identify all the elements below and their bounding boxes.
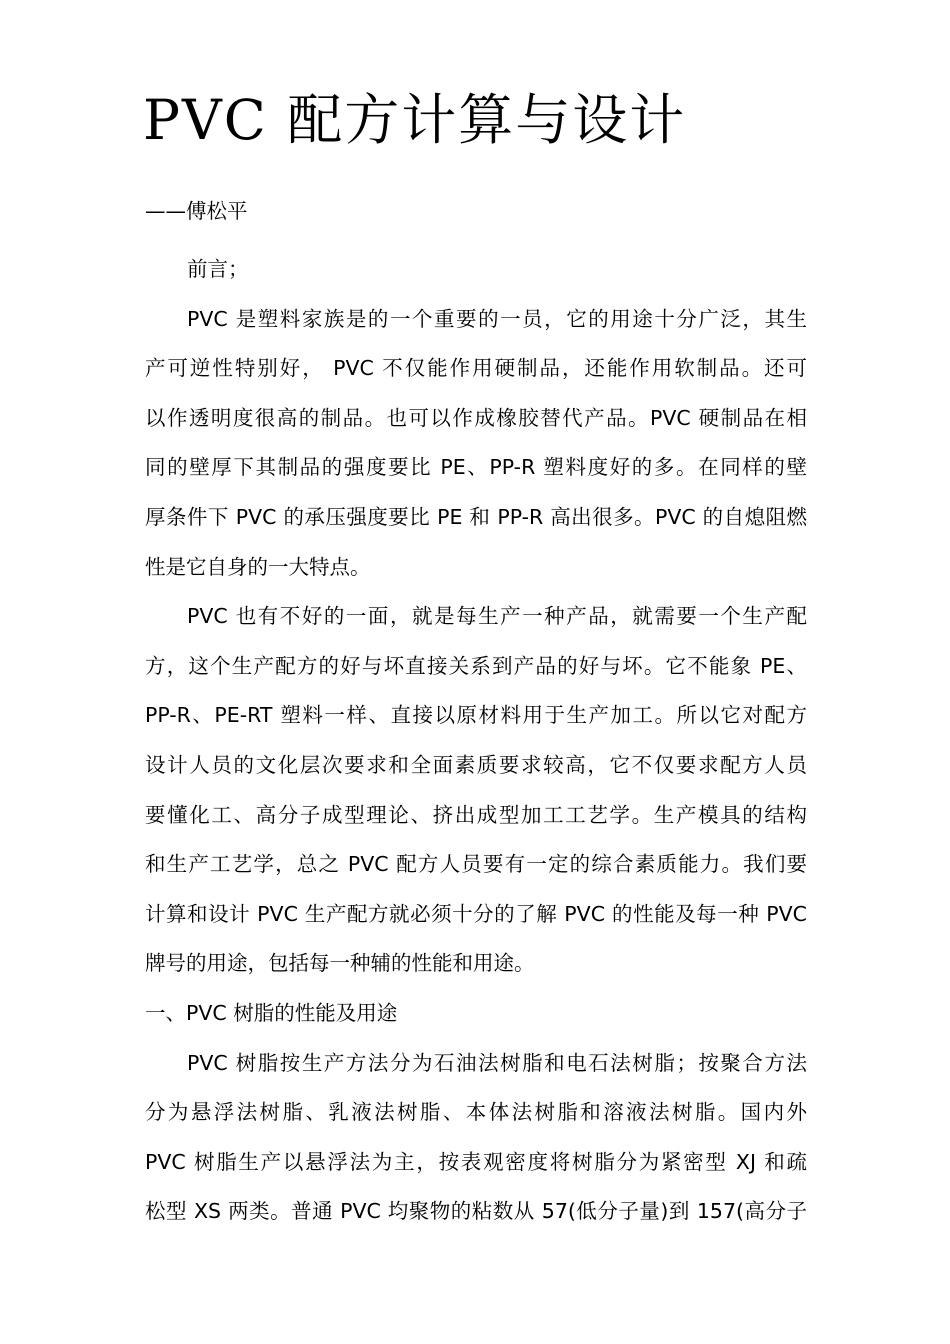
body-text-line: 一、PVC 树脂的性能及用途 <box>145 1000 398 1025</box>
body-text-line: 计算和设计 PVC 生产配方就必须十分的了解 PVC 的性能及每一种 PVC <box>145 901 807 926</box>
body-text-line: 方，这个生产配方的好与坏直接关系到产品的好与坏。它不能象 PE、 <box>145 653 807 678</box>
body-text-line: 厚条件下 PVC 的承压强度要比 PE 和 PP-R 高出很多。PVC 的自熄阻燃 <box>145 504 807 529</box>
body-text-line: 同的壁厚下其制品的强度要比 PE、PP-R 塑料度好的多。在同样的壁 <box>145 455 807 480</box>
author-byline: ——傅松平 <box>145 199 248 223</box>
body-text-line: 牌号的用途，包括每一种辅的性能和用途。 <box>145 951 535 976</box>
body-text-line: 以作透明度很高的制品。也可以作成橡胶替代产品。PVC 硬制品在相 <box>145 405 807 430</box>
body-text-line: PVC 树脂按生产方法分为石油法树脂和电石法树脂；按聚合方法 <box>187 1050 807 1075</box>
body-text-line: PP-R、PE-RT 塑料一样、直接以原材料用于生产加工。所以它对配方 <box>145 703 807 728</box>
body-text-line: 前言； <box>187 257 249 281</box>
body-text-line: 产可逆性特别好， PVC 不仅能作用硬制品，还能作用软制品。还可 <box>145 356 807 381</box>
body-text-line: PVC 树脂生产以悬浮法为主，按表观密度将树脂分为紧密型 XJ 和疏 <box>145 1149 807 1174</box>
body-text-line: 设计人员的文化层次要求和全面素质要求较高，它不仅要求配方人员 <box>145 752 807 777</box>
body-text-line: 和生产工艺学，总之 PVC 配方人员要有一定的综合素质能力。我们要 <box>145 852 807 877</box>
document-title: PVC 配方计算与设计 <box>143 88 687 152</box>
body-text-line: PVC 是塑料家族是的一个重要的一员，它的用途十分广泛，其生 <box>187 306 807 331</box>
body-text-line: 要懂化工、高分子成型理论、挤出成型加工工艺学。生产模具的结构 <box>145 802 807 827</box>
body-text-line: 性是它自身的一大特点。 <box>145 554 371 579</box>
document-body <box>145 245 807 1237</box>
body-text-line: 松型 XS 两类。普通 PVC 均聚物的粘数从 57(低分子量)到 157(高分子 <box>145 1199 807 1224</box>
body-text-line: PVC 也有不好的一面，就是每生产一种产品，就需要一个生产配 <box>187 604 807 629</box>
body-text-line: 分为悬浮法树脂、乳液法树脂、本体法树脂和溶液法树脂。国内外 <box>145 1100 807 1125</box>
